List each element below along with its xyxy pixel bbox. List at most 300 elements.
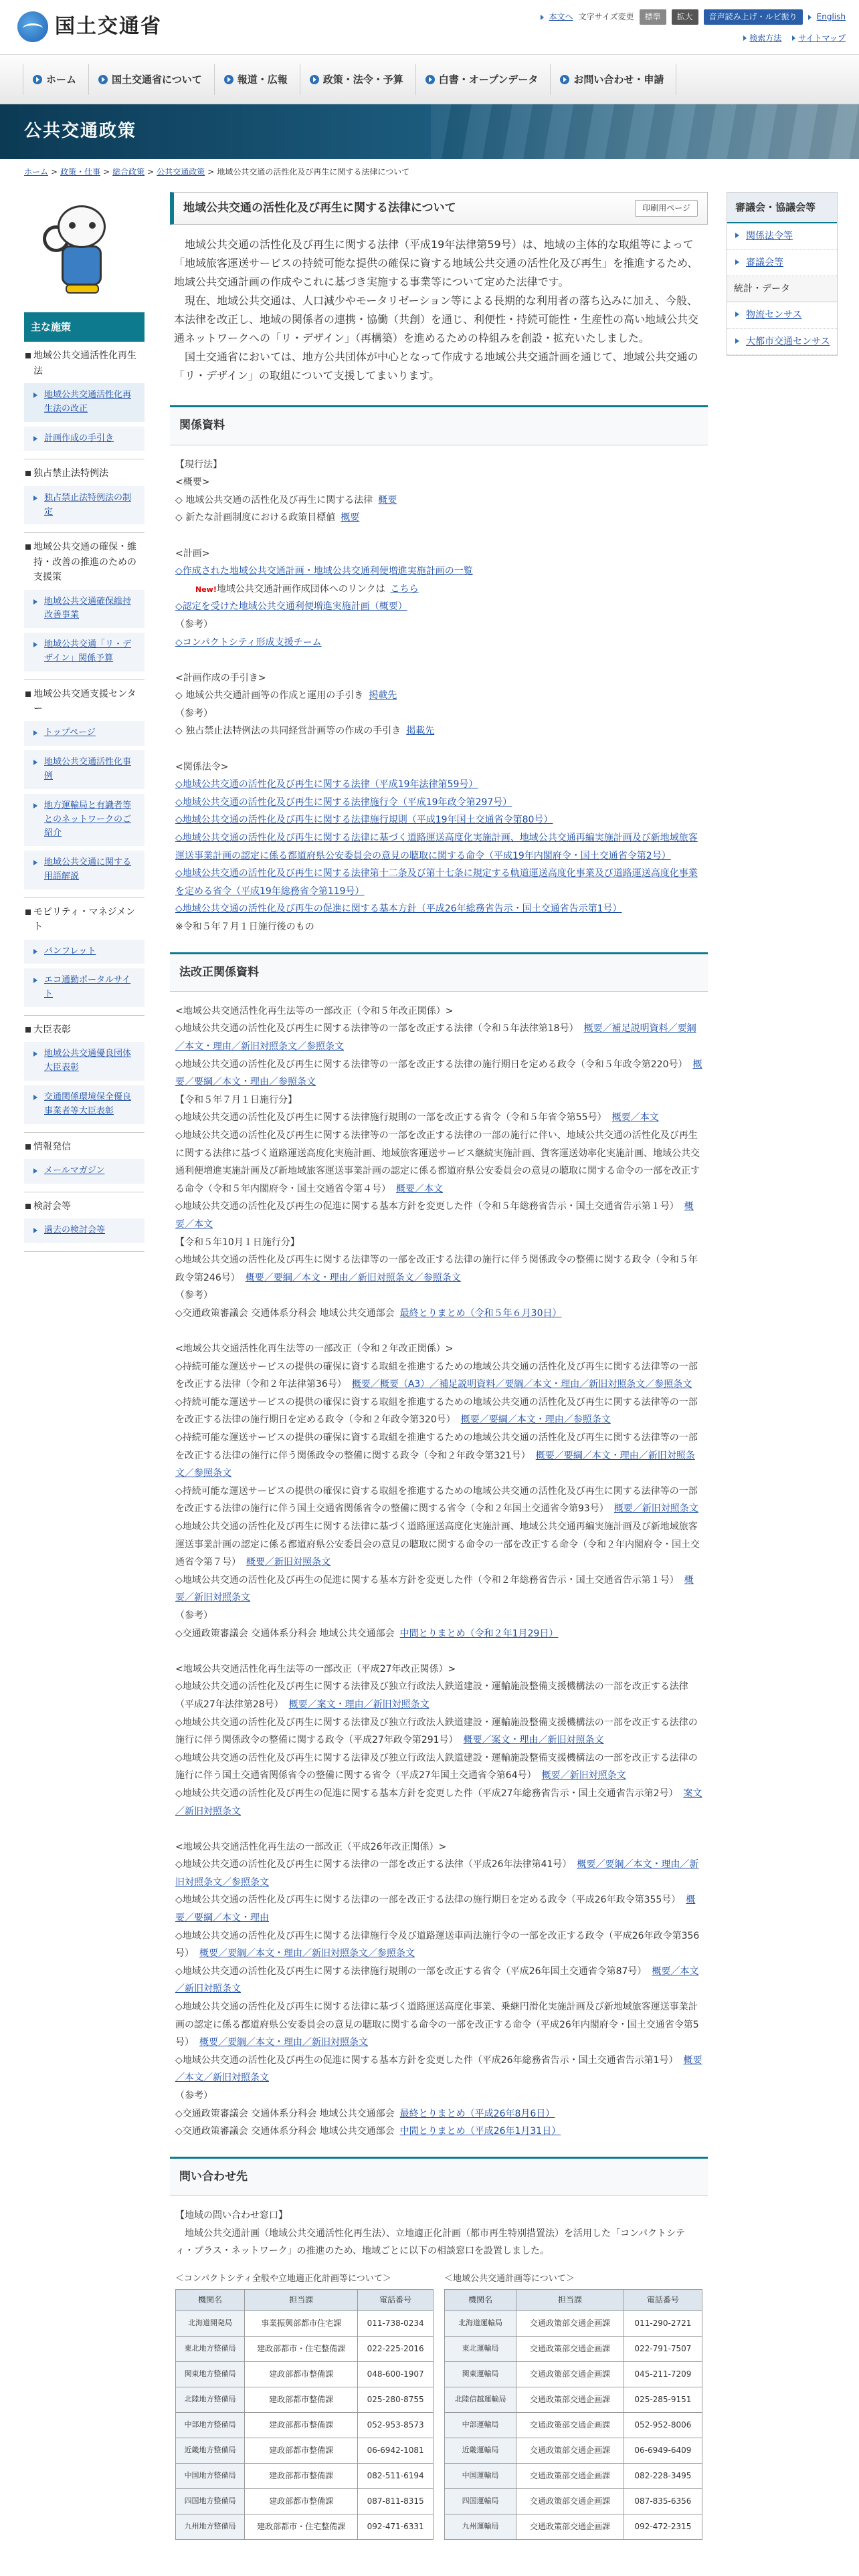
list-row xyxy=(175,740,702,758)
table-cell: 交通政策部交通企画課 xyxy=(516,2336,624,2361)
table-row xyxy=(445,2463,702,2488)
right-item[interactable]: 物流センサス xyxy=(727,302,837,328)
sidebar-item[interactable]: エコ通勤ポータルサイト xyxy=(24,968,145,1007)
arrow-circle-icon xyxy=(425,75,435,84)
list-row xyxy=(175,1287,702,1305)
document-link[interactable]: 掲載先 xyxy=(369,690,397,702)
list-text: <概要> xyxy=(175,477,210,488)
document-link[interactable]: 概要／補足説明資料／要綱／本文・理由／新旧対照条文／参照条文 xyxy=(175,1023,696,1052)
list-row xyxy=(175,1251,702,1287)
sidebar-section xyxy=(24,342,145,459)
table-row xyxy=(445,2361,702,2387)
document-link[interactable]: 概要／本文 xyxy=(175,1201,694,1230)
table-header-cell: 機関名 xyxy=(445,2289,516,2311)
list-text: ◇地域公共交通の活性化及び再生に関する法律及び独立行政法人鉄道建設・運輸施設整備支援機構法の一部を改正する法律の施行に伴う国土交通省関係省令の整備に関する省令（平成27年国土交通省令第64号） xyxy=(175,1752,698,1782)
table-cell: 中国運輸局 xyxy=(445,2463,516,2488)
document-link[interactable]: ◇認定を受けた地域公共交通利便増進実施計画（概要） xyxy=(175,601,407,613)
list-row xyxy=(175,545,702,563)
table-row xyxy=(445,2514,702,2539)
table-cell: 北陸地方整備局 xyxy=(176,2387,245,2412)
list-row xyxy=(175,2052,702,2087)
document-link[interactable]: 概要／要綱／本文・理由／参照条文 xyxy=(175,1059,702,1088)
font-large-button[interactable]: 拡大 xyxy=(672,9,698,25)
table-cell: 建政部都市整備課 xyxy=(245,2463,358,2488)
document-link[interactable]: 概要／要綱／本文・理由 xyxy=(175,1895,696,1924)
sidebar-item[interactable]: 地域公共交通活性化事例 xyxy=(24,750,145,789)
list-text: ◇地域公共交通の活性化及び再生の促進に関する基本方針を変更した件（平成27年総務省告示・国土交通省告示第2号） xyxy=(175,1788,678,1799)
list-text: ◇地域公共交通の活性化及び再生に関する法律の一部を改正する法律（平成26年法律第41号） xyxy=(175,1859,572,1870)
table-row xyxy=(176,2514,434,2539)
lead-paragraph: 地域公共交通の活性化及び再生に関する法律（平成19年法律第59号）は、地域の主体的な取組等によって「地域旅客運送サービスの持続可能な提供の確保に資する地域公共交通の活性化及び再生」を推進するため、地域公共交通計画の作成やこれに基づき実施する事業等について定めた法律です。 xyxy=(174,238,698,289)
table-header-cell: 電話番号 xyxy=(358,2289,434,2311)
banner-decoration xyxy=(431,104,859,159)
sidebar-item[interactable]: メールマガジン xyxy=(24,1158,145,1184)
table-row xyxy=(176,2463,434,2488)
list-text: <計画作成の手引き> xyxy=(175,672,266,683)
list-row xyxy=(175,705,702,723)
list-row xyxy=(175,722,702,740)
section-heading-amendment: 法改正関係資料 xyxy=(170,952,708,992)
list-text: <地域公共交通活性化再生法等の一部改正（令和２年改正関係）> xyxy=(175,1344,454,1355)
document-link[interactable]: ◇地域公共交通の活性化及び再生の促進に関する基本方針（平成26年総務省告示・国土交通省告示第1号） xyxy=(175,903,622,915)
arrow-circle-icon xyxy=(98,75,108,84)
table-header-cell: 担当課 xyxy=(245,2289,358,2311)
table-row xyxy=(445,2311,702,2336)
table-cell: 052-953-8573 xyxy=(358,2412,434,2438)
right-box-subheading: 統計・データ xyxy=(727,276,837,302)
list-row xyxy=(175,669,702,687)
table-cell: 事業振興部都市住宅課 xyxy=(245,2311,358,2336)
sidebar-item[interactable]: 交通関係環境保全優良事業者等大臣表彰 xyxy=(24,1085,145,1124)
list-text: （参考） xyxy=(175,1610,213,1621)
sidebar-section xyxy=(24,533,145,679)
list-row xyxy=(175,1838,702,1856)
table-cell: 関東運輸局 xyxy=(445,2361,516,2387)
contact-table xyxy=(175,2289,434,2540)
list-row xyxy=(175,1518,702,1572)
table-cell: 092-471-6331 xyxy=(358,2514,434,2539)
list-row xyxy=(175,829,702,865)
table-cell: 交通政策部交通企画課 xyxy=(516,2361,624,2387)
list-row xyxy=(175,1998,702,2052)
document-link[interactable]: 概要／案文・理由／新旧対照条文 xyxy=(463,1735,604,1746)
list-row xyxy=(175,580,702,599)
right-sidebar xyxy=(727,192,838,365)
section-heading-contact: 問い合わせ先 xyxy=(170,2157,708,2196)
list-row xyxy=(175,1109,702,1127)
gnav-item-1[interactable] xyxy=(88,64,214,95)
list-row xyxy=(175,1091,702,1109)
right-box xyxy=(727,192,838,356)
sidebar-section xyxy=(24,1016,145,1133)
right-item[interactable]: 審議会等 xyxy=(727,250,837,276)
list-row xyxy=(175,1198,702,1233)
table-row xyxy=(445,2488,702,2514)
list-text: （参考） xyxy=(175,1290,213,1301)
table-header-cell: 担当課 xyxy=(516,2289,624,2311)
list-row xyxy=(175,1483,702,1518)
list-row xyxy=(175,562,702,580)
sidebar-sections xyxy=(24,342,145,1252)
list-text: 【令和５年10月１日施行分】 xyxy=(175,1237,300,1248)
list-text: ◇地域公共交通の活性化及び再生の促進に関する基本方針を変更した件（令和２年総務省告示・国土交通省告示第１号） xyxy=(175,1574,679,1586)
read-aloud-button[interactable]: 音声読み上げ・ルビ振り xyxy=(704,9,803,25)
table-cell: 交通政策部交通企画課 xyxy=(516,2438,624,2463)
list-text: （参考） xyxy=(175,619,213,630)
sidebar-item[interactable]: 地方運輸局と有識者等とのネットワークのご紹介 xyxy=(24,793,145,846)
table-row xyxy=(176,2438,434,2463)
right-item[interactable]: 大都市交通センサス xyxy=(727,329,837,355)
document-link[interactable]: 最終とりまとめ（平成26年8月6日） xyxy=(399,2108,555,2119)
sidebar-section-title: 地域公共交通活性化再生法 xyxy=(24,348,145,379)
arrow-icon xyxy=(792,35,795,41)
table-cell: 06-6942-1081 xyxy=(358,2438,434,2463)
list-text: ◇ 独占禁止法特例法の共同経営計画等の作成の手引き xyxy=(175,726,401,737)
document-link[interactable]: 概要／要綱／本文・理由／新旧対照条文／参照条文 xyxy=(199,1948,415,1959)
new-badge: New! xyxy=(195,584,217,594)
list-row xyxy=(175,1642,702,1660)
table-cell: 建政部都市・住宅整備課 xyxy=(245,2514,358,2539)
main-content xyxy=(170,192,708,2540)
table-row xyxy=(176,2488,434,2514)
document-link[interactable]: 概要／案文・理由／新旧対照条文 xyxy=(288,1699,430,1710)
document-link[interactable]: ◇地域公共交通の活性化及び再生に関する法律施行規則（平成19年国土交通省令第80号） xyxy=(175,815,553,826)
list-row xyxy=(175,1660,702,1679)
sidebar-section-title: 検討会等 xyxy=(24,1199,145,1214)
table-cell: 北陸信越運輸局 xyxy=(445,2387,516,2412)
table-cell: 025-285-9151 xyxy=(624,2387,702,2412)
arrow-circle-icon xyxy=(224,75,233,84)
gnav-item-2[interactable] xyxy=(214,64,300,95)
list-row xyxy=(175,900,702,918)
utility-bar xyxy=(541,9,846,25)
breadcrumb xyxy=(0,159,859,185)
list-text: <計画> xyxy=(175,548,210,559)
lead-paragraph: 国土交通省においては、地方公共団体が中心となって作成する地域公共交通計画を通じて、地域公共交通の「リ・デザイン」の取組について支援してまいります。 xyxy=(174,350,698,383)
table-row xyxy=(176,2361,434,2387)
gnav-label: 白書・オープンデータ xyxy=(438,73,539,86)
document-link[interactable]: 概要／新旧対照条文 xyxy=(613,1503,698,1515)
breadcrumb-item[interactable]: 公共交通政策 xyxy=(157,167,205,177)
list-row xyxy=(175,1234,702,1252)
list-text: 地域公共交通計画作成団体へのリンクは xyxy=(216,583,385,595)
document-link[interactable]: 掲載先 xyxy=(406,726,435,737)
global-nav xyxy=(0,55,859,104)
table-cell: 052-952-8006 xyxy=(624,2412,702,2438)
document-link[interactable]: 概要／要綱／本文・理由／新旧対照条文／参照条文 xyxy=(245,1272,461,1283)
list-text: ◇地域公共交通の活性化及び再生に関する法律等の一部を改正する法律の施行期日を定める政令（令和５年政令第220号） xyxy=(175,1059,688,1070)
arrow-circle-icon xyxy=(310,75,319,84)
list-text: <地域公共交通活性化再生法等の一部改正（令和５年改正関係）> xyxy=(175,1005,454,1016)
document-link[interactable]: こちら xyxy=(390,583,419,595)
sidebar-item[interactable]: パンフレット xyxy=(24,939,145,964)
table-cell: 建政部都市整備課 xyxy=(245,2387,358,2412)
list-text: （参考） xyxy=(175,2090,213,2101)
arrow-icon xyxy=(808,15,812,20)
gnav-label: 国土交通省について xyxy=(112,73,202,86)
document-link[interactable]: 中間とりまとめ（令和２年1月29日） xyxy=(399,1628,559,1639)
contact-table xyxy=(444,2289,702,2540)
page-title-box xyxy=(170,192,708,225)
list-row xyxy=(175,1607,702,1625)
sidebar-item[interactable]: 独占禁止法特例法の制定 xyxy=(24,486,145,525)
sidebar-item[interactable]: 計画作成の手引き xyxy=(24,426,145,451)
site-logo[interactable] xyxy=(17,11,162,43)
list-text: ◇交通政策審議会 交通体系分科会 地域公共交通部会 xyxy=(175,2126,395,2137)
sidebar-section xyxy=(24,1192,145,1252)
list-row xyxy=(175,2087,702,2105)
sitemap-link[interactable]: サイトマップ xyxy=(798,33,846,43)
list-row xyxy=(175,1678,702,1713)
sidebar-section-title: 地域公共交通支援センター xyxy=(24,687,145,717)
table-cell: 北海道開発局 xyxy=(176,2311,245,2336)
table-cell: 082-511-6194 xyxy=(358,2463,434,2488)
document-link[interactable]: ◇地域公共交通の活性化及び再生に関する法律（平成19年法律第59号） xyxy=(175,779,478,790)
list-text: <地域公共交通活性化再生法の一部改正（平成26年改正関係）> xyxy=(175,1841,447,1852)
list-row xyxy=(175,1394,702,1429)
table-cell: 交通政策部交通企画課 xyxy=(516,2412,624,2438)
list-text: <関係法令> xyxy=(175,761,229,772)
table-cell: 建政部都市整備課 xyxy=(245,2361,358,2387)
table-row xyxy=(176,2336,434,2361)
contact-table-compact-city xyxy=(175,2272,434,2540)
breadcrumb-separator: > xyxy=(207,167,215,177)
table-header-row xyxy=(176,2289,434,2311)
list-row xyxy=(175,2105,702,2123)
table-cell: 022-225-2016 xyxy=(358,2336,434,2361)
table-header-cell: 機関名 xyxy=(176,2289,245,2311)
list-text: ◇交通政策審議会 交通体系分科会 地域公共交通部会 xyxy=(175,2108,395,2119)
gnav-item-0[interactable] xyxy=(23,64,88,95)
contact-intro xyxy=(175,2207,702,2260)
table-cell: 九州地方整備局 xyxy=(176,2514,245,2539)
right-box-heading: 審議会・協議会等 xyxy=(727,193,837,223)
document-link[interactable]: ◇地域公共交通の活性化及び再生に関する法律施行令（平成19年政令第297号） xyxy=(175,796,512,808)
contact-tables xyxy=(175,2272,702,2540)
table-cell: 045-211-7209 xyxy=(624,2361,702,2387)
list-text: 【現行法】 xyxy=(175,459,222,470)
table-cell: 北海道運輸局 xyxy=(445,2311,516,2336)
list-row xyxy=(175,1340,702,1358)
sidebar-section-title: 情報発信 xyxy=(24,1140,145,1154)
sidebar-item[interactable]: トップページ xyxy=(24,720,145,746)
table-cell: 建政部都市・住宅整備課 xyxy=(245,2336,358,2361)
document-link[interactable]: ◇コンパクトシティ形成支援チーム xyxy=(175,637,322,648)
document-link[interactable]: 案文／新旧対照条文 xyxy=(175,1788,702,1817)
sidebar-item[interactable]: 地域公共交通確保維持改善事業 xyxy=(24,589,145,629)
mlit-logo-icon xyxy=(17,11,48,42)
document-link[interactable]: 概要／新旧対照条文 xyxy=(246,1557,330,1568)
table-row xyxy=(176,2412,434,2438)
list-text: ※令和５年７月１日施行後のもの xyxy=(175,922,314,932)
list-text: ◇ 新たな計画制度における政策目標値 xyxy=(175,512,336,524)
list-text: ◇地域公共交通の活性化及び再生に関する法律及び独立行政法人鉄道建設・運輸施設整備支援機構法の一部を改正する法律（平成27年法律第28号） xyxy=(175,1681,688,1710)
table-cell: 082-228-3495 xyxy=(624,2463,702,2488)
gnav-item-5[interactable] xyxy=(550,64,676,95)
list-row xyxy=(175,1856,702,1891)
search-help-link[interactable]: 検索方法 xyxy=(749,33,782,43)
table-cell: 011-738-0234 xyxy=(358,2311,434,2336)
document-link[interactable]: ◇作成された地域公共交通計画・地域公共交通利便増進実施計画の一覧 xyxy=(175,566,473,577)
section-heading-related: 関係資料 xyxy=(170,405,708,445)
amendment-materials xyxy=(175,1002,702,2141)
table-cell: 交通政策部交通企画課 xyxy=(516,2514,624,2539)
document-link[interactable]: 概要／要綱／本文・理由／新旧対照条文 xyxy=(199,2037,368,2048)
list-row xyxy=(175,1305,702,1323)
document-link[interactable]: 概要 xyxy=(341,512,360,524)
table-row xyxy=(445,2387,702,2412)
table-cell: 九州運輸局 xyxy=(445,2514,516,2539)
table-cell: 022-791-7507 xyxy=(624,2336,702,2361)
list-text: ◇持続可能な運送サービスの提供の確保に資する取組を推進するための地域公共交通の活性化及び再生に関する法律等の一部を改正する法律（令和２年法律第36号） xyxy=(175,1361,698,1390)
list-text: ◇地域公共交通の活性化及び再生に関する法律等の一部を改正する法律（令和５年法律第18号） xyxy=(175,1023,579,1035)
list-row xyxy=(175,598,702,616)
table-cell: 東北地方整備局 xyxy=(176,2336,245,2361)
site-header xyxy=(0,0,859,55)
document-link[interactable]: ◇地域公共交通の活性化及び再生に関する法律に基づく道路運送高度化実施計画、地域公共交通再編実施計画及び新地域旅客運送事業計画の認定に係る都道府県公安委員会の意見の聴取に関する命令（平成19年内閣府令・国土交通省令第2号） xyxy=(175,833,698,861)
document-link[interactable]: 概要／概要（A3）／補足説明資料／要綱／本文・理由／新旧対照条文／参照条文 xyxy=(351,1379,692,1390)
utility-links xyxy=(743,32,846,45)
list-text: ◇地域公共交通の活性化及び再生に関する法律に基づく道路運送高度化実施計画、地域公共交通再編実施計画及び新地域旅客運送事業計画の認定に係る都道府県公安委員会の意見の聴取に関する命令の一部を改正する命令（令和２年内閣府令・国土交通省令第７号） xyxy=(175,1521,700,1568)
lead-paragraph: 現在、地域公共交通は、人口減少やモータリゼーション等による長期的な利用者の落ち込みに加え、今般、本法律を改正し、地域の関係者の連携・協働（共創）を通じ、利便性・持続可能性・生産性の高い地域公共交通ネットワークへの「リ・デザイン」（再構築）を進めるための枠組みを創設・拡充いたしました。 xyxy=(174,294,699,345)
document-link[interactable]: 中間とりまとめ（平成26年1月31日） xyxy=(399,2126,561,2137)
list-row xyxy=(175,492,702,510)
list-row xyxy=(175,1056,702,1091)
sidebar-section-title: 地域公共交通の確保・維持・改善の推進のための支援策 xyxy=(24,540,145,584)
table-row xyxy=(176,2311,434,2336)
right-item[interactable]: 関係法令等 xyxy=(727,223,837,249)
table-cell: 交通政策部交通企画課 xyxy=(516,2463,624,2488)
list-row xyxy=(175,865,702,900)
document-link[interactable]: 概要／要綱／本文・理由／新旧対照条文／参照条文 xyxy=(175,1450,695,1479)
font-size-label: 文字サイズ変更 xyxy=(578,12,634,21)
list-text: ◇地域公共交通の活性化及び再生の促進に関する基本方針を変更した件（令和５年総務省告示・国土交通省告示第１号） xyxy=(175,1201,679,1212)
document-link[interactable]: 概要／本文 xyxy=(611,1112,659,1123)
table-cell: 建政部都市整備課 xyxy=(245,2438,358,2463)
table-cell: 近畿地方整備局 xyxy=(176,2438,245,2463)
list-row xyxy=(175,794,702,812)
list-text: <地域公共交通活性化再生法等の一部改正（平成27年改正関係）> xyxy=(175,1663,456,1675)
list-text: ◇ 地域公共交通計画等の作成と運用の手引き xyxy=(175,690,364,702)
gnav-item-4[interactable] xyxy=(415,64,551,95)
sidebar-item[interactable]: 過去の検討会等 xyxy=(24,1218,145,1243)
section-banner xyxy=(0,104,859,159)
list-text: ◇地域公共交通の活性化及び再生に関する法律施行規則の一部を改正する省令（平成26年国土交通省令第87号） xyxy=(175,1965,647,1977)
arrow-icon xyxy=(541,15,544,20)
table-cell: 交通政策部交通企画課 xyxy=(516,2387,624,2412)
gnav-label: 政策・法令・予算 xyxy=(322,73,403,86)
document-link[interactable]: 概要／要綱／本文・理由／新旧対照条文／参照条文 xyxy=(175,1859,699,1888)
banner-title: 公共交通政策 xyxy=(24,121,137,142)
list-row xyxy=(175,1020,702,1055)
table-cell: 近畿運輸局 xyxy=(445,2438,516,2463)
table-cell: 交通政策部交通企画課 xyxy=(516,2488,624,2514)
list-text: ◇地域公共交通の活性化及び再生の促進に関する基本方針を変更した件（平成26年総務省告示・国土交通省告示第1号） xyxy=(175,2054,678,2066)
document-link[interactable]: 概要／本文／新旧対照条文 xyxy=(175,1965,699,1995)
list-row xyxy=(175,1963,702,1998)
document-link[interactable]: 概要／本文／新旧対照条文 xyxy=(175,2054,702,2084)
list-text: ◇地域公共交通の活性化及び再生に関する法律の一部を改正する法律の施行期日を定める政令（平成26年政令第355号） xyxy=(175,1895,681,1906)
table-cell: 四国運輸局 xyxy=(445,2488,516,2514)
sidebar-section xyxy=(24,680,145,898)
document-link[interactable]: 概要 xyxy=(378,494,397,506)
table-cell: 011-290-2721 xyxy=(624,2311,702,2336)
sidebar-section-title: 独占禁止法特例法 xyxy=(24,466,145,481)
table-cell: 中国地方整備局 xyxy=(176,2463,245,2488)
list-row xyxy=(175,687,702,705)
list-row xyxy=(175,1820,702,1838)
list-text: ◇持続可能な運送サービスの提供の確保に資する取組を推進するための地域公共交通の活性化及び再生に関する法律等の一部を改正する法律の施行に伴う国土交通省関係省令の整備に関する省令（令和２年国土交通省令第93号） xyxy=(175,1485,698,1515)
contact-text: 地域公共交通計画（地域公共交通活性化再生法）、立地適正化計画（都市再生特別措置法）を活用した「コンパクトシティ・プラス・ネットワーク」の推進のため、地域ごとに以下の相談窓口を設置しました。 xyxy=(175,2228,686,2257)
gnav-label: ホーム xyxy=(46,73,77,86)
table-caption: ＜地域公共交通計画等について＞ xyxy=(444,2273,575,2284)
document-link[interactable]: 概要／新旧対照条文 xyxy=(541,1770,626,1782)
table-row xyxy=(445,2336,702,2361)
list-text: 【令和５年７月１日施行分】 xyxy=(175,1094,297,1105)
sidebar-section-title: モビリティ・マネジメント xyxy=(24,905,145,935)
document-link[interactable]: ◇地域公共交通の活性化及び再生に関する法律第十二条及び第十七条に規定する軌道運送高度化事業及び道路運送高度化事業を定める省令（平成19年総務省令第119号） xyxy=(175,868,698,897)
document-link[interactable]: 概要／本文 xyxy=(396,1183,443,1194)
sidebar-item[interactable]: 地域公共交通に関する用語解説 xyxy=(24,850,145,889)
arrow-icon xyxy=(743,35,747,41)
breadcrumb-item[interactable]: 政策・仕事 xyxy=(60,167,101,177)
gnav-item-3[interactable] xyxy=(300,64,415,95)
list-text: ◇持続可能な運送サービスの提供の確保に資する取組を推進するための地域公共交通の活性化及び再生に関する法律等の一部を改正する法律の施行期日を定める政令（令和２年政令第320号） xyxy=(175,1396,698,1426)
document-link[interactable]: 概要／要綱／本文・理由／参照条文 xyxy=(460,1414,611,1426)
table-cell: 中部運輸局 xyxy=(445,2412,516,2438)
table-cell: 048-600-1907 xyxy=(358,2361,434,2387)
sidebar-section-title: 大臣表彰 xyxy=(24,1023,145,1037)
arrow-circle-icon xyxy=(33,75,42,84)
sidebar-item[interactable]: 地域公共交通優良団体大臣表彰 xyxy=(24,1041,145,1081)
list-row xyxy=(175,1714,702,1749)
table-cell: 建政部都市整備課 xyxy=(245,2488,358,2514)
list-row xyxy=(175,1749,702,1785)
list-row xyxy=(175,1927,702,1963)
table-caption: ＜コンパクトシティ全般や立地適正化計画等について＞ xyxy=(175,2273,391,2284)
list-row xyxy=(175,616,702,634)
sidebar-section xyxy=(24,898,145,1016)
list-row xyxy=(175,527,702,545)
list-row xyxy=(175,1127,702,1198)
sidebar-section xyxy=(24,459,145,533)
table-cell: 092-472-2315 xyxy=(624,2514,702,2539)
sidebar-item[interactable]: 地域公共交通「リ・デザイン」関係予算 xyxy=(24,632,145,671)
gnav-label: お問い合わせ・申請 xyxy=(573,73,664,86)
document-link[interactable]: 最終とりまとめ（令和５年６月30日） xyxy=(399,1307,562,1319)
list-row xyxy=(175,1625,702,1643)
table-header-row xyxy=(445,2289,702,2311)
english-link[interactable]: English xyxy=(816,12,846,21)
sidebar-heading: 主な施策 xyxy=(24,312,145,342)
sidebar-item[interactable]: 地域公共交通活性化再生法の改正 xyxy=(24,383,145,422)
breadcrumb-item[interactable]: 総合政策 xyxy=(112,167,145,177)
list-text: （参考） xyxy=(175,708,213,719)
logo-text: 国土交通省 xyxy=(55,15,162,38)
print-page-button[interactable]: 印刷用ページ xyxy=(635,200,698,217)
document-link[interactable]: 概要／新旧対照条文 xyxy=(175,1574,694,1604)
list-row xyxy=(175,1572,702,1607)
breadcrumb-item[interactable]: ホーム xyxy=(24,167,49,177)
skip-to-content-link[interactable]: 本文へ xyxy=(549,12,573,21)
list-row xyxy=(175,776,702,794)
table-cell: 06-6949-6409 xyxy=(624,2438,702,2463)
mascot-illustration xyxy=(41,199,122,299)
table-header-cell: 電話番号 xyxy=(624,2289,702,2311)
font-standard-button[interactable]: 標準 xyxy=(640,9,666,25)
list-row xyxy=(175,473,702,492)
table-cell: 087-835-6356 xyxy=(624,2488,702,2514)
